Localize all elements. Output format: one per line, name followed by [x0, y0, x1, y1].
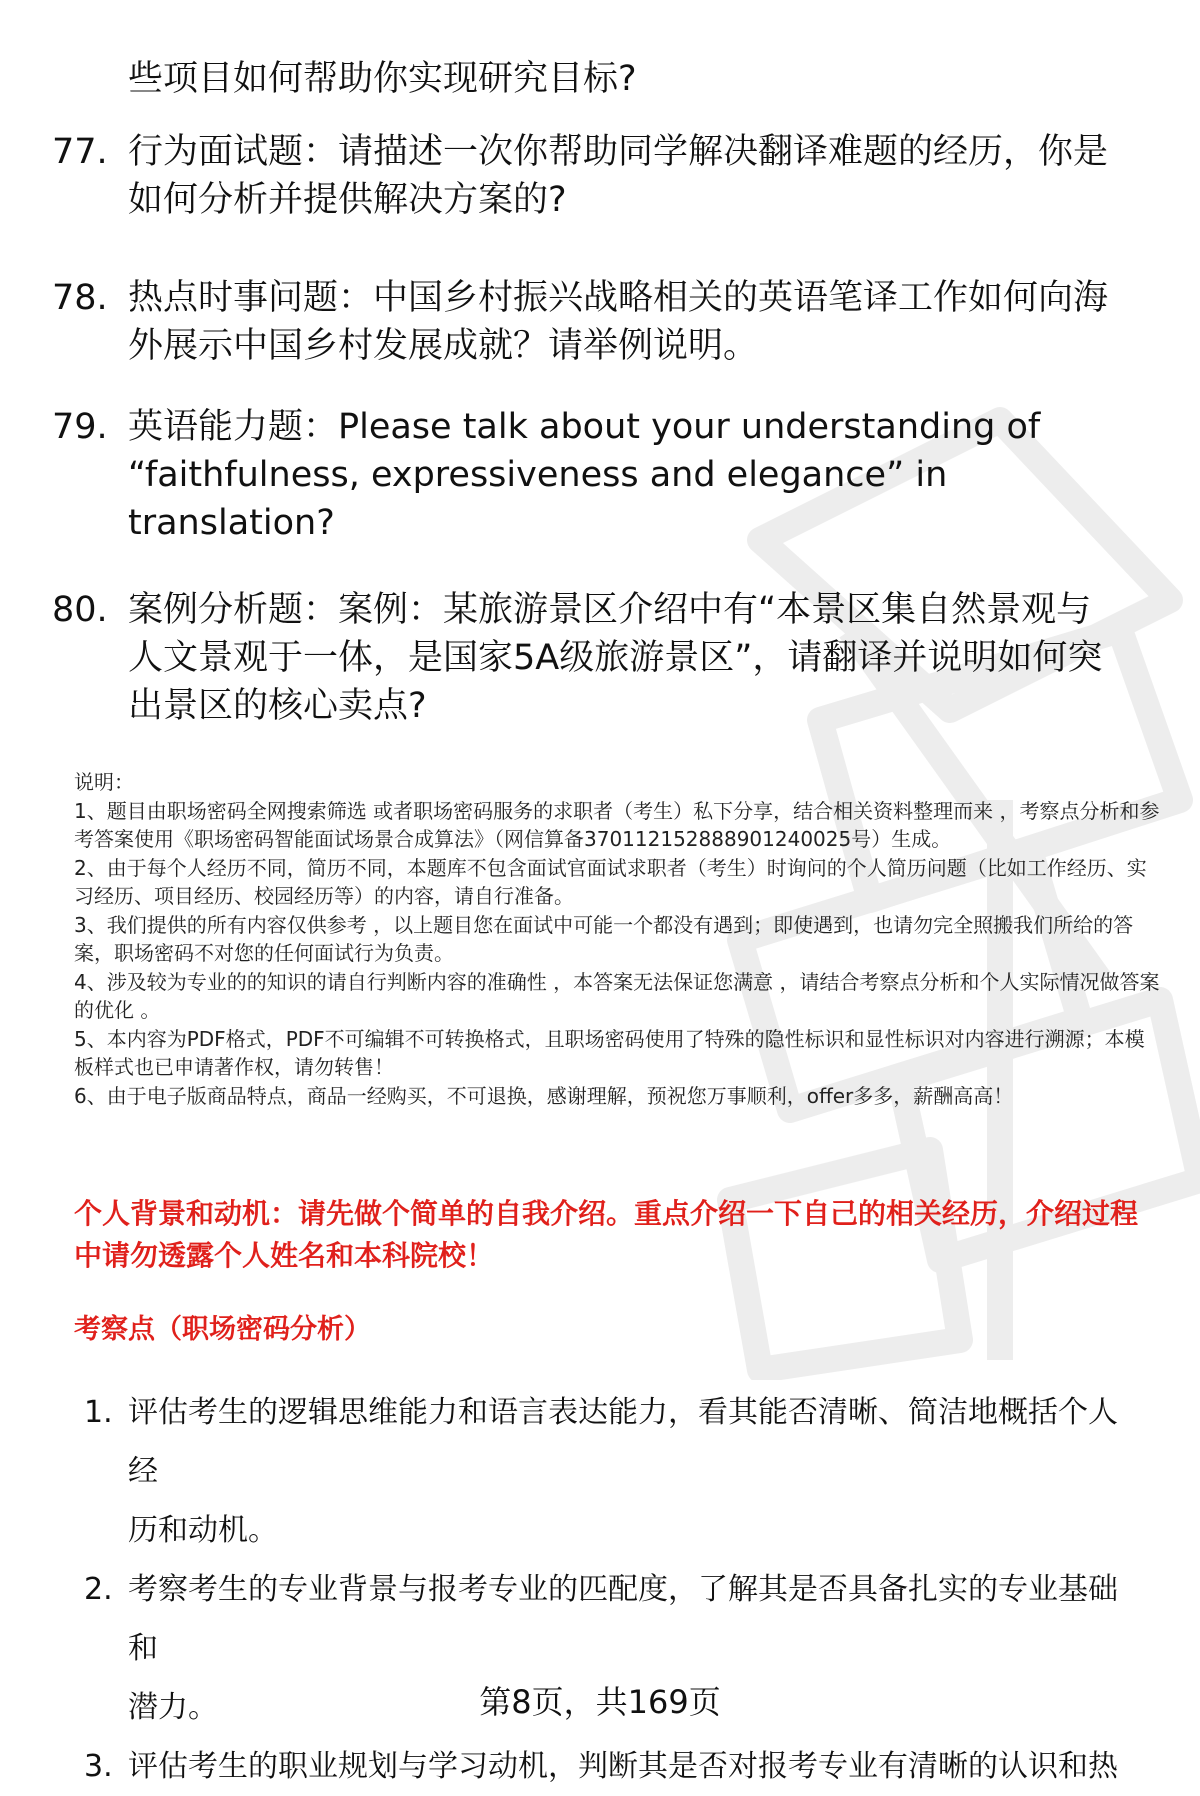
list-item	[84, 1383, 1164, 1560]
notes-item: 4、涉及较为专业的的知识的请自行判断内容的准确性 ，本答案无法保证您满意 ，请结合考察点分析和个人实际情况做答案的优化 。	[74, 969, 1160, 1022]
list-item-text: 评估考生的职业规划与学习动机，判断其是否对报考专业有清晰的认识和热	[128, 1749, 1118, 1784]
list-item-text: 评估考生的逻辑思维能力和语言表达能力，看其能否清晰、简洁地概括个人经 历和动机。	[128, 1395, 1118, 1548]
question-text: 案例分析题：案例：某旅游景区介绍中有“本景区集自然景观与 人文景观于一体，是国家5A级旅游景区”，请翻译并说明如何突 出景区的核心卖点?	[128, 590, 1103, 726]
notes-item: 1、题目由职场密码全网搜索筛选 或者职场密码服务的求职者（考生）私下分享，结合相关资料整理而来 ，考察点分析和参考答案使用《职场密码智能面试场景合成算法》（网信算备370112152888901240025号）生成。	[74, 798, 1160, 851]
list-item-number: 3.	[84, 1749, 113, 1784]
list-item-number: 1.	[84, 1395, 113, 1430]
list-item	[84, 1737, 1164, 1796]
notes-item: 3、我们提供的所有内容仅供参考 ，以上题目您在面试中可能一个都没有遇到；即使遇到，也请勿完全照搬我们所给的答案，职场密码不对您的任何面试行为负责。	[74, 912, 1134, 965]
question-number: 80.	[52, 590, 108, 630]
notes-item: 2、由于每个人经历不同，简历不同，本题库不包含面试官面试求职者（考生）时询问的个人简历问题（比如工作经历、实习经历、项目经历、校园经历等）的内容，请自行准备。	[74, 855, 1147, 908]
question-text: 英语能力题：Please talk about your understanding of “faithfulness, expressiveness and elegance” in translation?	[128, 407, 1041, 543]
notes-section	[74, 768, 1164, 1110]
page-footer: 第8页，共169页	[479, 1683, 721, 1721]
list-item-number: 2.	[84, 1572, 113, 1607]
question-number: 78.	[52, 278, 108, 318]
section-heading: 个人背景和动机：请先做个简单的自我介绍。重点介绍一下自己的相关经历，介绍过程中请勿透露个人姓名和本科院校！	[74, 1197, 1139, 1272]
question-number: 77.	[52, 132, 108, 172]
notes-item: 6、由于电子版商品特点，商品一经购买，不可退换，感谢理解，预祝您万事顺利，offer多多，薪酬高高！	[74, 1083, 1014, 1108]
notes-title: 说明：	[74, 770, 134, 794]
list-item-text: 考察考生的专业背景与报考专业的匹配度，了解其是否具备扎实的专业基础和 潜力。	[128, 1572, 1118, 1725]
question-number: 79.	[52, 407, 108, 447]
question-text: 热点时事问题：中国乡村振兴战略相关的英语笔译工作如何向海 外展示中国乡村发展成就？请举例说明。	[128, 278, 1109, 366]
question-continuation: 些项目如何帮助你实现研究目标?	[128, 59, 637, 99]
analysis-points-list	[84, 1383, 1164, 1796]
question-text: 行为面试题：请描述一次你帮助同学解决翻译难题的经历，你是 如何分析并提供解决方案的?	[128, 132, 1109, 220]
notes-item: 5、本内容为PDF格式，PDF不可编辑不可转换格式，且职场密码使用了特殊的隐性标识和显性标识对内容进行溯源；本模板样式也已申请著作权，请勿转售！	[74, 1026, 1145, 1079]
analysis-subheading: 考察点（职场密码分析）	[74, 1314, 371, 1345]
